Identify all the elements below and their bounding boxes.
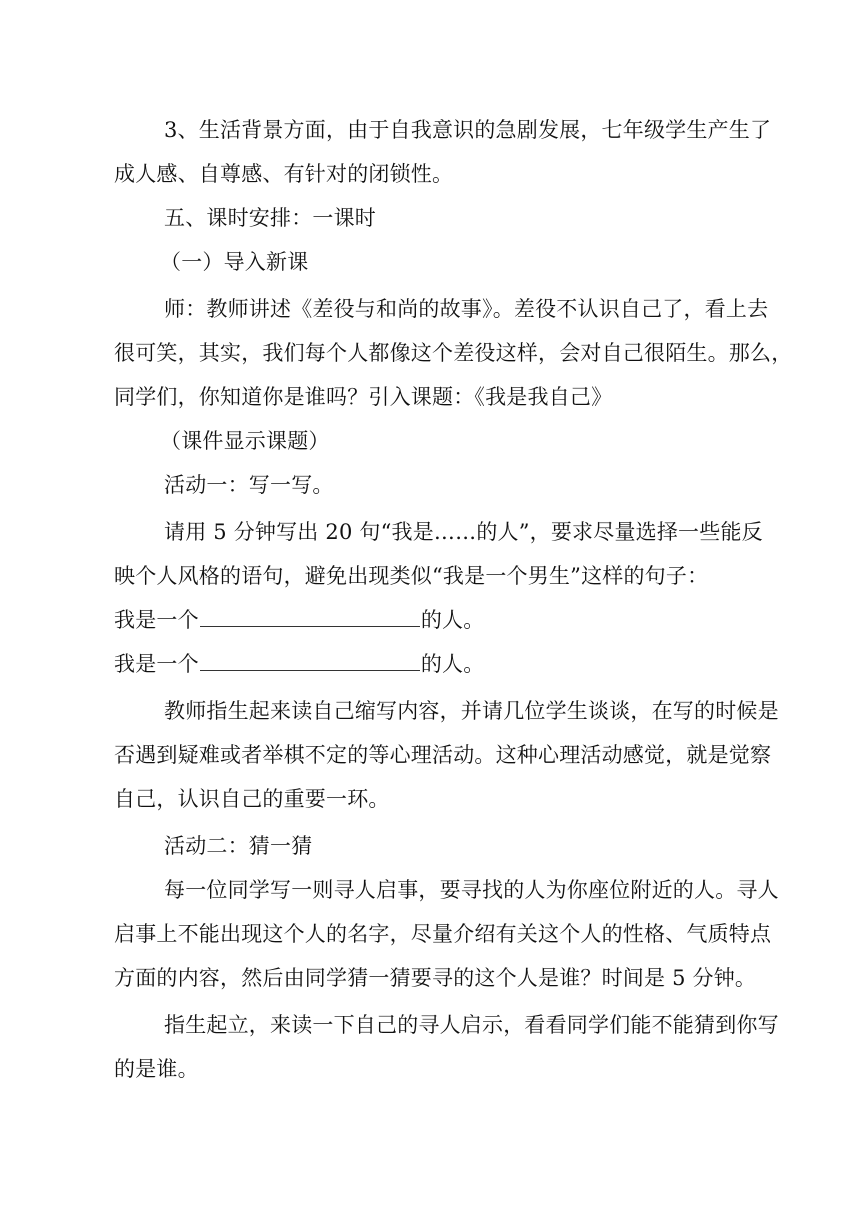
paragraph-line: 请用 5 分钟写出 20 句“我是……的人”，要求尽量选择一些能反 — [164, 520, 763, 544]
paragraph-line: 3、生活背景方面，由于自我意识的急剧发展，七年级学生产生了 — [164, 118, 772, 142]
paragraph-line: （课件显示课题） — [160, 429, 330, 453]
paragraph-line: 教师指生起来读自己缩写内容，并请几位学生谈谈，在写的时候是 — [164, 699, 779, 723]
paragraph-line: 每一位同学写一则寻人启事，要寻找的人为你座位附近的人。寻人 — [164, 878, 779, 902]
paragraph-line: 很可笑，其实，我们每个人都像这个差役这样，会对自己很陌生。那么， — [114, 341, 793, 365]
fill-prefix: 我是一个 — [114, 608, 199, 632]
paragraph-line: 映个人风格的语句，避免出现类似“我是一个男生”这样的句子： — [114, 564, 709, 588]
paragraph-line: 启事上不能出现这个人的名字，尽量介绍有关这个人的性格、气质特点 — [114, 922, 772, 946]
paragraph-line: 自己，认识自己的重要一环。 — [114, 787, 390, 811]
fill-prefix: 我是一个 — [114, 652, 199, 676]
paragraph-line: 的是谁。 — [114, 1057, 199, 1081]
paragraph-line: 否遇到疑难或者举棋不定的等心理活动。这种心理活动感觉，就是觉察 — [114, 743, 772, 767]
paragraph-line: 成人感、自尊感、有针对的闭锁性。 — [114, 162, 454, 186]
paragraph-line: 同学们，你知道你是谁吗？引入课题：《我是我自己》 — [114, 385, 613, 409]
fill-suffix: 的人。 — [420, 652, 485, 676]
activity-heading: 活动一：写一写。 — [164, 473, 334, 497]
subsection-heading: （一）导入新课 — [160, 250, 309, 274]
fill-in-line — [114, 608, 754, 632]
paragraph-line: 师：教师讲述《差役与和尚的故事》。差役不认识自己了，看上去 — [164, 297, 769, 321]
fill-blank — [200, 608, 420, 627]
paragraph-line: 方面的内容，然后由同学猜一猜要寻的这个人是谁？时间是 5 分钟。 — [114, 966, 757, 990]
fill-suffix: 的人。 — [420, 608, 485, 632]
section-heading: 五、课时安排：一课时 — [164, 206, 376, 230]
fill-in-line — [114, 652, 754, 676]
activity-heading: 活动二：猜一猜 — [164, 834, 313, 858]
fill-blank — [200, 652, 420, 671]
paragraph-line: 指生起立，来读一下自己的寻人启示，看看同学们能不能猜到你写 — [164, 1013, 779, 1037]
